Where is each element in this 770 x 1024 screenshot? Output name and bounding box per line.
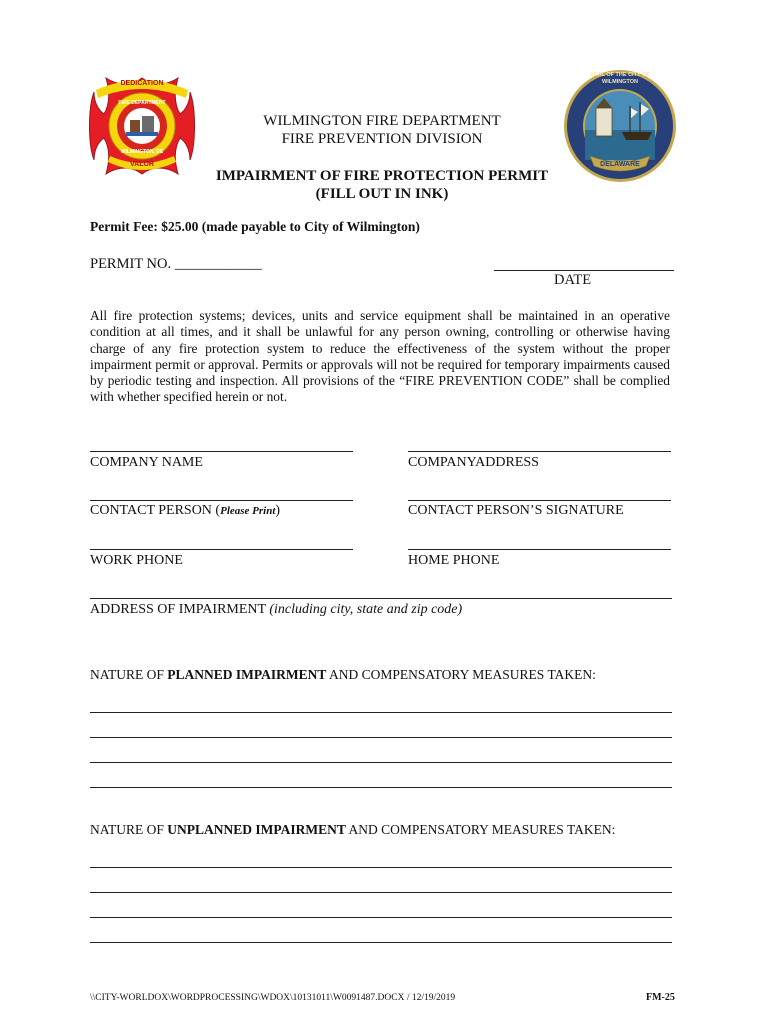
planned-post: AND COMPENSATORY MEASURES TAKEN: [326, 667, 596, 682]
unplanned-bold: UNPLANNED IMPAIRMENT [167, 822, 346, 837]
address-impairment-label [90, 602, 462, 618]
contact-signature-line[interactable] [408, 500, 671, 501]
contact-person-label [90, 503, 280, 519]
planned-line-2[interactable] [90, 737, 672, 738]
address-note: (including city, state and zip code) [269, 602, 463, 617]
seal-banner-text: DELAWARE [600, 161, 640, 168]
please-print-note: Please Print [220, 505, 276, 517]
contact-close: ) [275, 503, 281, 518]
company-address-line[interactable] [408, 451, 671, 452]
unplanned-post: AND COMPENSATORY MEASURES TAKEN: [345, 822, 616, 837]
unplanned-line-2[interactable] [90, 892, 672, 893]
footer-path: \\CITY-WORLDOX\WORDPROCESSING\WDOX\10131011\W0091487.DOCX / 12/19/2019 [90, 993, 456, 1003]
contact-signature-label: CONTACT PERSON’S SIGNATURE [408, 503, 624, 518]
address-impairment-line[interactable] [90, 598, 672, 599]
company-name-line[interactable] [90, 451, 353, 452]
unplanned-pre: NATURE OF [90, 822, 168, 837]
logo-ring-text: FIRE DEPARTMENT [118, 100, 166, 106]
unplanned-line-1[interactable] [90, 867, 672, 868]
planned-line-1[interactable] [90, 712, 672, 713]
seal-ring-text: SEAL OF THE CITY OF WILMINGTON [590, 72, 650, 85]
contact-person-text: CONTACT PERSON ( [90, 503, 221, 518]
fire-department-logo [86, 70, 198, 182]
planned-pre: NATURE OF [90, 667, 168, 682]
unplanned-impairment-heading [90, 822, 615, 838]
planned-line-3[interactable] [90, 762, 672, 763]
home-phone-label: HOME PHONE [408, 553, 500, 568]
form-title: IMPAIRMENT OF FIRE PROTECTION PERMIT [215, 168, 549, 184]
logo-bottom-text: VALOR [130, 161, 154, 168]
form-subtitle: (FILL OUT IN INK) [315, 186, 449, 202]
planned-impairment-heading [90, 667, 596, 683]
permit-fee-note: (made payable to City of Wilmington) [198, 219, 420, 234]
unplanned-line-3[interactable] [90, 917, 672, 918]
division-name: FIRE PREVENTION DIVISION [281, 131, 483, 147]
address-impairment-text: ADDRESS OF IMPAIRMENT [90, 602, 270, 617]
permit-fee [90, 219, 420, 235]
logo-top-text: DEDICATION [120, 80, 164, 87]
dept-name: WILMINGTON FIRE DEPARTMENT [263, 113, 501, 129]
home-phone-line[interactable] [408, 549, 671, 550]
planned-line-4[interactable] [90, 787, 672, 788]
regulation-paragraph: All fire protection systems; devices, units and service equipment shall be maintained in an operative condition at all times, and it shall be unlawful for any person owning, controlling or otherwise having charge of any fire protection system to reduce the effectiveness of the system without the proper impairment permit or approval. Permits or approvals will not be required for temporary impairments caused by periodic testing and inspection. All provisions of the “FIRE PREVENTION CODE” shall be complied with whether specified herein or not. [90, 308, 670, 405]
work-phone-label: WORK PHONE [90, 553, 183, 568]
contact-person-line[interactable] [90, 500, 353, 501]
form-id: FM-25 [646, 992, 675, 1003]
unplanned-line-4[interactable] [90, 942, 672, 943]
logo-ring-bottom: WILMINGTON, DE [120, 149, 164, 155]
planned-bold: PLANNED IMPAIRMENT [167, 667, 327, 682]
date-line[interactable] [494, 270, 674, 271]
date-label: DATE [554, 272, 592, 288]
company-address-label: COMPANYADDRESS [408, 455, 539, 470]
work-phone-line[interactable] [90, 549, 353, 550]
permit-fee-label: Permit Fee: $25.00 [90, 219, 199, 234]
permit-number-field[interactable]: PERMIT NO. ____________ [90, 256, 262, 272]
company-name-label: COMPANY NAME [90, 455, 203, 470]
